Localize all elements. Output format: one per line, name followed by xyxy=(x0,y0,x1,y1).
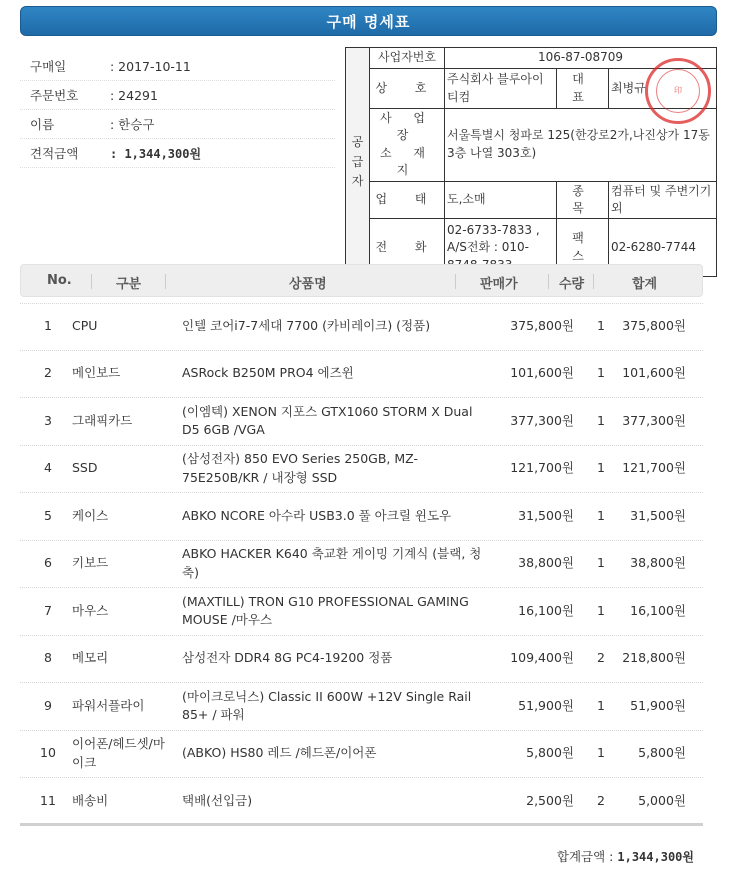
phone-label: 전 화 xyxy=(370,219,445,277)
cell-price: 109,400원 xyxy=(510,650,574,666)
info-value: : 한승구 xyxy=(110,117,155,132)
header-divider xyxy=(165,274,166,289)
cell-total: 51,900원 xyxy=(630,697,686,713)
phone-value: 02-6733-7833 , A/S전화 : 010- xyxy=(445,219,557,277)
table-row xyxy=(20,588,703,636)
items-list xyxy=(20,303,703,826)
info-label: 견적금액 xyxy=(30,146,79,161)
company-label: 상 호 xyxy=(370,69,445,109)
info-row-order-number xyxy=(20,81,335,110)
cell-total: 16,100원 xyxy=(630,602,686,618)
table-row xyxy=(20,636,703,684)
ceo-value: 최병규 xyxy=(609,69,717,109)
cell-product: 인텔 코어i7-7세대 7700 (카비레이크) (정품) xyxy=(182,318,431,334)
cell-price: 375,800원 xyxy=(510,318,574,334)
cell-qty: 1 xyxy=(597,697,605,713)
cell-total: 218,800원 xyxy=(622,650,686,666)
business-item-label: 종 목 xyxy=(557,181,609,219)
table-row xyxy=(20,731,703,779)
col-price: 판매가 xyxy=(480,277,518,292)
cell-product: (이엠텍) XENON 지포스 GTX1060 STORM X Dual D5 6GB /VGA xyxy=(182,403,473,438)
table-row xyxy=(20,303,703,351)
info-row-purchase-date xyxy=(20,52,335,81)
cell-qty: 1 xyxy=(597,365,605,381)
cell-no: 2 xyxy=(44,365,52,381)
cell-total: 5,000원 xyxy=(638,792,686,808)
cell-category: CPU xyxy=(72,318,98,334)
cell-qty: 1 xyxy=(597,745,605,761)
info-value: : 1,344,300원 xyxy=(110,146,202,161)
cell-no: 5 xyxy=(44,507,52,523)
table-row xyxy=(20,398,703,446)
cell-no: 11 xyxy=(40,792,56,808)
cell-price: 16,100원 xyxy=(518,602,574,618)
document-title: 구매 명세표 xyxy=(20,6,717,36)
cell-product: ASRock B250M PRO4 에즈윈 xyxy=(182,365,354,381)
cell-qty: 1 xyxy=(597,602,605,618)
info-label: 주문번호 xyxy=(30,88,79,103)
cell-category: 파워서플라이 xyxy=(72,697,145,713)
cell-qty: 2 xyxy=(597,792,605,808)
cell-category: 배송비 xyxy=(72,792,109,808)
cell-no: 4 xyxy=(44,460,52,476)
ceo-label: 대 표 xyxy=(557,69,609,109)
table-row xyxy=(20,778,703,826)
cell-category: SSD xyxy=(72,460,98,476)
company-seal-icon: 印 xyxy=(645,58,711,124)
cell-product: 삼성전자 DDR4 8G PC4-19200 정품 xyxy=(182,650,393,666)
address-label: 사 업 장 소 재 지 xyxy=(370,109,445,182)
cell-no: 8 xyxy=(44,650,52,666)
cell-product: (마이크로닉스) Classic II 600W +12V Single Rail 85+ / 파워 xyxy=(182,688,472,723)
table-row xyxy=(20,541,703,589)
business-item-value: 컴퓨터 및 주변기기외 xyxy=(609,181,717,219)
col-total: 합계 xyxy=(632,277,658,292)
company-value: 주식회사 블루아이티컴 xyxy=(445,69,557,109)
cell-no: 1 xyxy=(44,318,52,334)
cell-total: 5,800원 xyxy=(638,745,686,761)
business-type-label: 업 태 xyxy=(370,181,445,219)
info-label: 구매일 xyxy=(30,59,67,74)
col-product: 상품명 xyxy=(289,277,327,292)
header-divider xyxy=(455,274,456,289)
business-type-value: 도,소매 xyxy=(445,181,557,219)
cell-category: 마우스 xyxy=(72,602,109,618)
info-row-estimate-amount xyxy=(20,139,335,168)
table-bottom-divider xyxy=(20,823,703,826)
cell-price: 51,900원 xyxy=(518,697,574,713)
table-row xyxy=(20,493,703,541)
cell-qty: 1 xyxy=(597,412,605,428)
cell-qty: 2 xyxy=(597,650,605,666)
info-label: 이름 xyxy=(30,117,55,132)
grand-total-label: 합계금액 : xyxy=(556,849,618,864)
fax-label: 팩 스 xyxy=(557,219,609,277)
header-divider xyxy=(548,274,549,289)
cell-category: 이어폰/헤드셋/마이크 xyxy=(72,736,165,770)
cell-qty: 1 xyxy=(597,460,605,476)
cell-category: 메모리 xyxy=(72,650,109,666)
cell-qty: 1 xyxy=(597,318,605,334)
cell-category: 메인보드 xyxy=(72,365,121,381)
cell-product: (삼성전자) 850 EVO Series 250GB, MZ-75E250B/KR / 내장형 SSD xyxy=(182,451,419,485)
cell-total: 101,600원 xyxy=(622,365,686,381)
cell-total: 377,300원 xyxy=(622,412,686,428)
biz-no-label: 사업자번호 xyxy=(370,48,445,69)
cell-price: 2,500원 xyxy=(526,792,574,808)
cell-qty: 1 xyxy=(597,555,605,571)
cell-price: 31,500원 xyxy=(518,507,574,523)
cell-product: ABKO NCORE 아수라 USB3.0 풀 아크릴 윈도우 xyxy=(182,507,452,523)
col-no: No. xyxy=(47,273,72,288)
cell-total: 121,700원 xyxy=(622,460,686,476)
biz-no-value: 106-87-08709 xyxy=(445,48,717,69)
cell-no: 6 xyxy=(44,555,52,571)
info-value: : 2017-10-11 xyxy=(110,58,191,74)
cell-no: 7 xyxy=(44,602,52,618)
info-row-name xyxy=(20,110,335,139)
supplier-side-label: 공 급 자 xyxy=(346,48,370,277)
cell-total: 375,800원 xyxy=(622,318,686,334)
order-info xyxy=(20,52,335,168)
table-row xyxy=(20,683,703,731)
cell-price: 377,300원 xyxy=(510,412,574,428)
grand-total xyxy=(557,847,694,865)
grand-total-value: 1,344,300원 xyxy=(617,850,694,864)
address-value: 서울특별시 청파로 125(한강로2가,나진상가 17동 3층 나열 303호) xyxy=(445,109,717,182)
cell-price: 101,600원 xyxy=(510,365,574,381)
cell-price: 121,700원 xyxy=(510,460,574,476)
header-divider xyxy=(91,274,92,289)
col-qty: 수량 xyxy=(559,277,585,292)
cell-total: 38,800원 xyxy=(630,555,686,571)
cell-product: (ABKO) HS80 레드 /헤드폰/이어폰 xyxy=(182,745,377,761)
cell-category: 그래픽카드 xyxy=(72,412,133,428)
cell-product: (MAXTILL) TRON G10 PROFESSIONAL GAMING MOUSE /마우스 xyxy=(182,593,469,628)
table-row xyxy=(20,351,703,399)
cell-category: 케이스 xyxy=(72,507,109,523)
info-value: : 24291 xyxy=(110,87,158,103)
cell-product: ABKO HACKER K640 축교환 게이밍 기계식 (블랙, 청축) xyxy=(182,546,482,580)
cell-no: 10 xyxy=(40,745,56,761)
table-row xyxy=(20,446,703,494)
header-divider xyxy=(593,274,594,289)
cell-no: 9 xyxy=(44,697,52,713)
cell-no: 3 xyxy=(44,412,52,428)
items-header xyxy=(20,264,703,297)
cell-qty: 1 xyxy=(597,507,605,523)
cell-price: 5,800원 xyxy=(526,745,574,761)
fax-value: 02-6280-7744 xyxy=(609,219,717,277)
cell-total: 31,500원 xyxy=(630,507,686,523)
cell-category: 키보드 xyxy=(72,555,109,571)
cell-price: 38,800원 xyxy=(518,555,574,571)
col-category: 구분 xyxy=(116,277,142,292)
cell-product: 택배(선입금) xyxy=(182,792,253,808)
